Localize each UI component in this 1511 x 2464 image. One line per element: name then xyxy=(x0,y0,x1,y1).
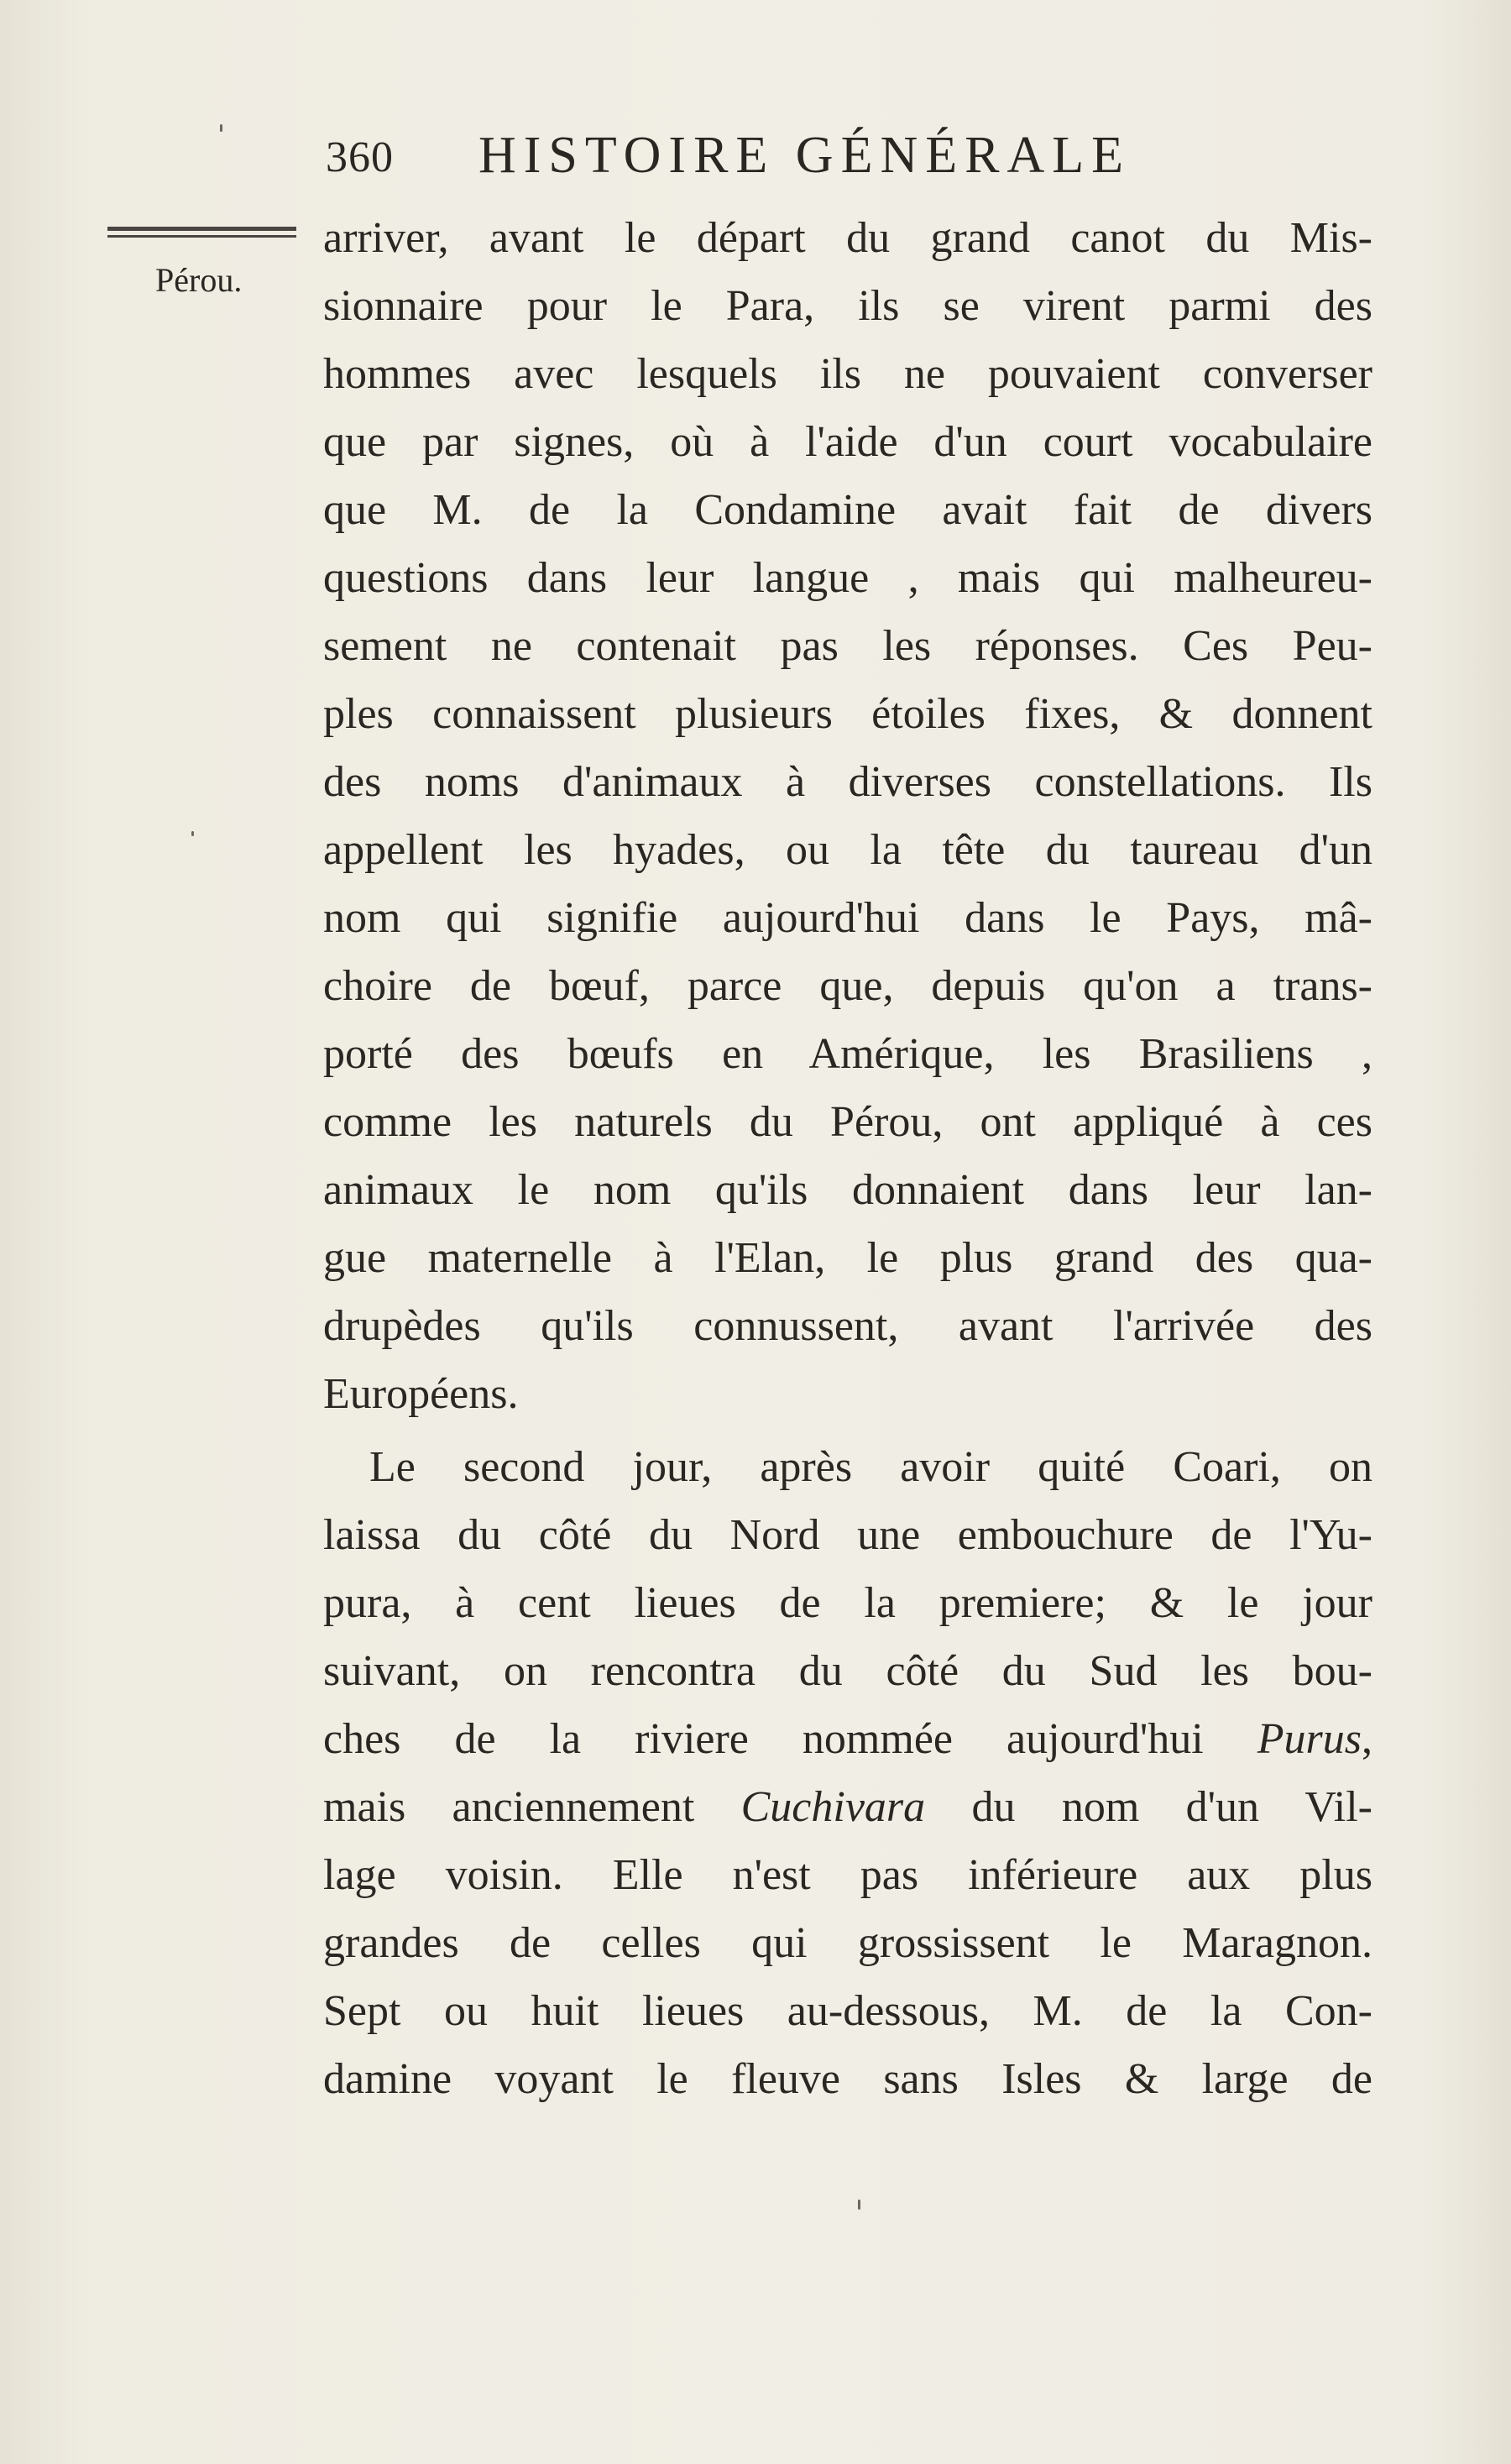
text-line: gue maternelle à l'Elan, le plus grand des qua- xyxy=(323,1234,1372,1282)
margin-rule-top-bar xyxy=(107,227,296,231)
text-line: que par signes, où à l'aide d'un court vocabulaire xyxy=(323,418,1372,466)
line-text: ches de la riviere nommée aujourd'hui xyxy=(323,1715,1257,1763)
text-line: questions dans leur langue , mais qui malheureu- xyxy=(323,554,1372,602)
river-name-purus: Purus xyxy=(1257,1715,1362,1763)
text-line: des noms d'animaux à diverses constellations. Ils xyxy=(323,758,1372,806)
running-head xyxy=(326,126,1266,193)
paper-speck xyxy=(191,831,194,836)
text-line: que M. de la Condamine avait fait de divers xyxy=(323,486,1372,534)
page-number: 360 xyxy=(326,133,394,181)
text-line: laissa du côté du Nord une embouchure de l'Yu- xyxy=(323,1511,1372,1559)
line-text: , xyxy=(1362,1715,1372,1763)
text-line: hommes avec lesquels ils ne pouvaient converser xyxy=(323,350,1372,398)
line-text: mais anciennement xyxy=(323,1783,741,1831)
text-line xyxy=(323,1773,1372,1841)
text-line: animaux le nom qu'ils donnaient dans leur lan- xyxy=(323,1166,1372,1214)
text-line: sement ne contenait pas les réponses. Ces Peu- xyxy=(323,622,1372,670)
text-line: appellent les hyades, ou la tête du taureau d'un xyxy=(323,826,1372,874)
paper-speck xyxy=(220,124,222,132)
body-text xyxy=(323,204,1372,2113)
text-line: Européens. xyxy=(323,1370,519,1418)
text-line: comme les naturels du Pérou, ont appliqué à ces xyxy=(323,1098,1372,1146)
margin-rule xyxy=(107,227,296,240)
text-line: suivant, on rencontra du côté du Sud les bou- xyxy=(323,1647,1372,1695)
text-line: drupèdes qu'ils connussent, avant l'arrivée des xyxy=(323,1302,1372,1350)
text-line: nom qui signifie aujourd'hui dans le Pays, mâ- xyxy=(323,894,1372,942)
text-line: arriver, avant le départ du grand canot du Mis- xyxy=(323,214,1372,262)
text-line: porté des bœufs en Amérique, les Brasiliens , xyxy=(323,1030,1372,1078)
text-line: Sept ou huit lieues au-dessous, M. de la Con- xyxy=(323,1987,1372,2035)
running-title: HISTOIRE GÉNÉRALE xyxy=(478,127,1131,184)
text-line: grandes de celles qui grossissent le Maragnon. xyxy=(323,1919,1372,1967)
river-name-cuchivara: Cuchivara xyxy=(740,1783,926,1831)
text-line: Le second jour, après avoir quité Coari, on xyxy=(369,1443,1372,1491)
paper-speck xyxy=(858,2200,860,2210)
text-line: lage voisin. Elle n'est pas inférieure aux plus xyxy=(323,1851,1372,1899)
text-line: pura, à cent lieues de la premiere; & le jour xyxy=(323,1579,1372,1627)
line-text: du nom d'un Vil- xyxy=(925,1783,1372,1831)
text-line: sionnaire pour le Para, ils se virent parmi des xyxy=(323,282,1372,330)
margin-note: Pérou. xyxy=(155,261,243,299)
text-line: damine voyant le fleuve sans Isles & large de xyxy=(323,2055,1372,2103)
text-line: choire de bœuf, parce que, depuis qu'on a trans- xyxy=(323,962,1372,1010)
text-line xyxy=(323,1705,1372,1773)
margin-rule-bottom-bar xyxy=(107,235,296,238)
text-line: ples connaissent plusieurs étoiles fixes, & donnent xyxy=(323,690,1372,738)
